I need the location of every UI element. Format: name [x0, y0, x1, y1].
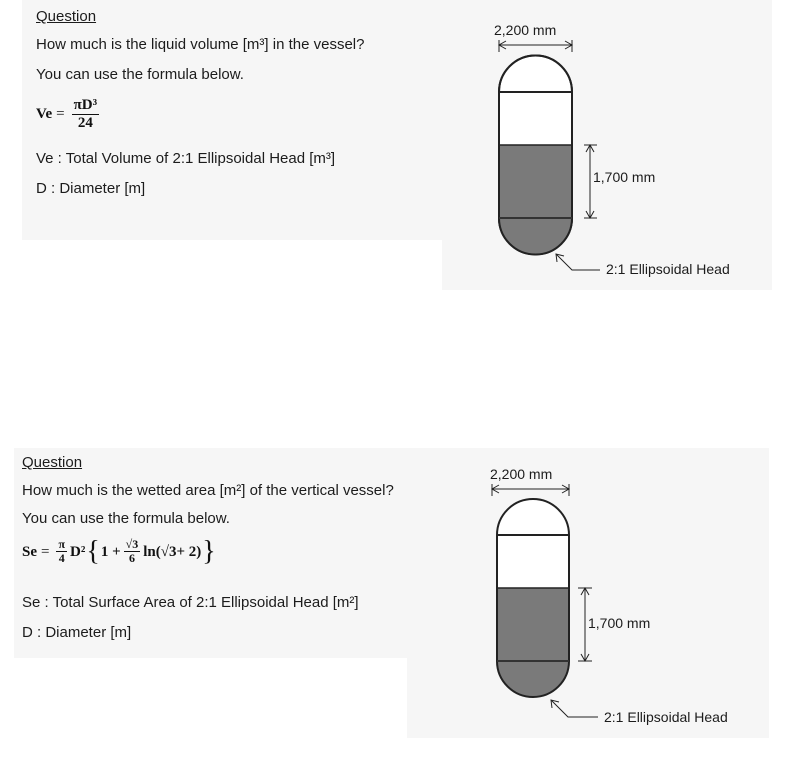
vessel-1-width-label: 2,200 mm	[494, 22, 557, 38]
question-1-hint: You can use the formula below.	[36, 66, 244, 83]
question-1-def-d: D : Diameter [m]	[36, 180, 146, 197]
vessel-1-liquid-height-label: 1,700 mm	[593, 169, 656, 185]
formula2-plus2: + 2)	[176, 543, 202, 560]
formula2-left-brace: {	[86, 536, 100, 567]
vessel-1-head-label: 2:1 Ellipsoidal Head	[606, 261, 730, 277]
vessel-2-head-label: 2:1 Ellipsoidal Head	[604, 709, 728, 725]
formula2-pi: π	[58, 537, 66, 551]
formula2-ln: ln(	[143, 543, 161, 560]
formula-denominator: 24	[77, 114, 93, 131]
formula2-d-squared: D²	[70, 543, 86, 560]
question-2-hint: You can use the formula below.	[22, 510, 230, 527]
formula2-lhs: Se	[22, 543, 37, 560]
formula2-right-brace: }	[202, 536, 216, 567]
formula2-sqrt3b: √3	[160, 543, 177, 560]
formula2-one-plus: 1 +	[100, 543, 121, 560]
question-2-def-d: D : Diameter [m]	[22, 624, 132, 641]
formula-numerator: πD³	[73, 97, 98, 113]
question-1-text: How much is the liquid volume [m³] in the vessel?	[36, 36, 365, 53]
question-1-def-ve: Ve : Total Volume of 2:1 Ellipsoidal Head [m³]	[36, 150, 336, 167]
question-1-heading: Question	[36, 8, 97, 25]
question-2-def-se: Se : Total Surface Area of 2:1 Ellipsoidal Head [m²]	[22, 594, 359, 611]
formula-equals: =	[56, 105, 65, 122]
question-2-text: How much is the wetted area [m²] of the vertical vessel?	[22, 482, 394, 499]
vessel-2-width-label: 2,200 mm	[490, 466, 553, 482]
formula2-six: 6	[128, 551, 135, 566]
formula-lhs: Ve	[36, 105, 53, 122]
formula2-four: 4	[58, 551, 65, 566]
question-2-heading: Question	[22, 454, 83, 471]
vessel-2-liquid-height-label: 1,700 mm	[588, 615, 651, 631]
formula2-sqrt3: √3	[125, 537, 139, 551]
formula2-equals: =	[41, 543, 50, 560]
